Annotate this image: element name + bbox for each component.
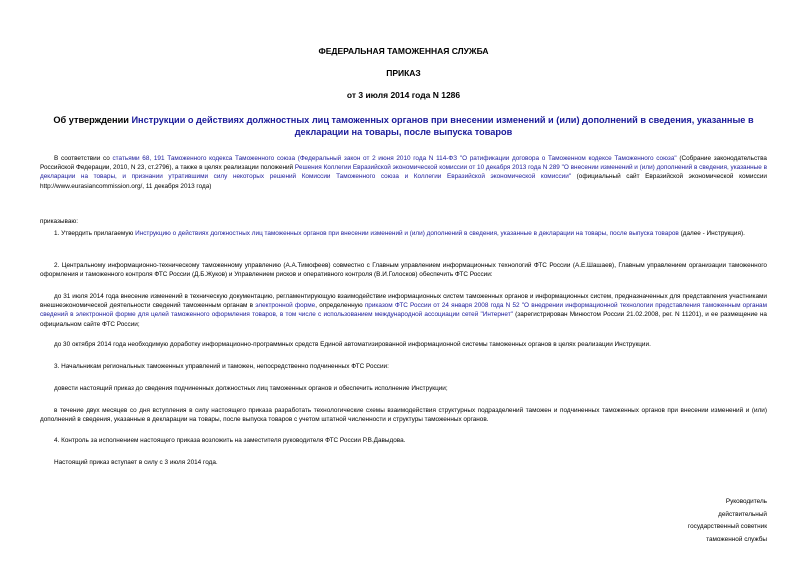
p1-text-2: (далее - Инструкция).: [678, 230, 745, 237]
signature-line-2: действительный: [718, 510, 767, 518]
preamble-paragraph: [40, 154, 767, 191]
paragraph-1: [40, 229, 767, 238]
paragraph-5: 3. Начальникам региональных таможенных управлений и таможен, непосредственно подчиненных ФТС России:: [54, 363, 389, 370]
paragraph-4: до 30 октября 2014 года необходимую доработку информационно-программных средств Единой автоматизированной информационной системы таможенных органов в целях реализации Инструкции.: [54, 341, 651, 348]
fts-order-52-link[interactable]: приказом ФТС России от 24 января 2008 года N 52 "О внедрении информационной технологии представления таможенным органам сведений в электронной форме для целей таможенного оформления товаров, в том числе с использованием международной ассоциации сетей "Интернет": [40, 302, 767, 319]
electronic-form-link[interactable]: электронной форме: [255, 302, 316, 310]
instruction-link[interactable]: Инструкцию о действиях должностных лиц таможенных органов при внесении изменений и (или) дополнений в сведения, указанные в декларации на товары, после выпуска товаров: [135, 230, 679, 237]
paragraph-7: в течение двух месяцев со дня вступления в силу настоящего приказа разработать технологические схемы взаимодействия структурных подразделений таможен и подчиненных таможенных органов при внесении изменений и (или) дополнений в сведения, указанные в декларации на товары, после выпуска товаров с учетом штатной численности и структуры таможенных органов.: [40, 407, 767, 424]
p3-text-3: (зарегистрирован Минюстом России 21.02.2008, рег. N 11201), и ее размещение на официальном сайте ФТС России;: [40, 311, 767, 328]
signature-line-3: государственный советник: [687, 523, 767, 530]
paragraph-9: Настоящий приказ вступает в силу с 3 июля 2014 года.: [54, 459, 218, 466]
preamble-text-2: (Собрание законодательства Российской Федерации, 2010, N 23, ст.2796), а также в целях реализации положений: [40, 155, 767, 172]
signature-line-1: Руководитель: [725, 498, 767, 505]
paragraph-3: [40, 292, 767, 329]
p1-text-1: 1. Утвердить прилагаемую: [54, 230, 136, 237]
customs-code-link[interactable]: статьями 68, 191 Таможенного кодекса Таможенного союза (Федеральный закон от 2 июня 2010 года N 114-ФЗ "О ратификации договора о Таможенном кодексе Таможенного союза": [112, 155, 677, 162]
paragraph-6: довести настоящий приказ до сведения подчиненных должностных лиц таможенных органов и обеспечить исполнение Инструкции;: [54, 385, 448, 392]
date-number-heading: от 3 июля 2014 года N 1286: [346, 90, 461, 100]
agency-heading: ФЕДЕРАЛЬНАЯ ТАМОЖЕННАЯ СЛУЖБА: [318, 46, 489, 56]
title-prefix: Об утверждении: [53, 115, 132, 125]
preamble-text-3: (официальный сайт Евразийской экономической комиссии http://www.eurasiancommission.org/, 11 декабря 2013 года): [40, 173, 767, 190]
title-instruction-link[interactable]: Инструкции о действиях должностных лиц таможенных органов при внесении изменений и (или) дополнений в сведения, указанные в декларации на товары, после выпуска товаров: [131, 115, 754, 137]
document-title: [40, 115, 767, 138]
signature-block: [688, 496, 767, 546]
preamble-text-1: В соответствии со: [54, 155, 113, 162]
p3-text-1: до 31 июля 2014 года внесение изменений в техническую документацию, регламентирующую взаимодействие информационных систем таможенных органов и информационных систем, предназначенных для представления участниками внешнеэкономической деятельности сведений таможенным органам в: [40, 293, 767, 310]
p3-text-2: , определенную: [315, 302, 365, 310]
eec-decision-link[interactable]: Решения Коллегии Евразийской экономической комиссии от 10 декабря 2013 года N 289 "О внесении изменений и (или) дополнений в сведения, указанные в декларации на товары, и признании утратившими силу некоторых решений Комиссии Таможенного союза и Коллегии Евразийской экономической комиссии": [40, 164, 767, 181]
signature-line-4: таможенной службы: [706, 535, 767, 543]
paragraph-8: 4. Контроль за исполнением настоящего приказа возложить на заместителя руководителя ФТС России Р.В.Давыдова.: [54, 437, 406, 444]
paragraph-2: 2. Центральному информационно-техническому таможенному управлению (А.А.Тимофеев) совместно с Главным управлением информационных технологий ФТС России (А.Е.Шашаев), Главным управлением организации таможенного оформления и таможенного контроля ФТС России (Д.Б.Жуков) и Управлением рисков и оперативного контроля (В.И.Голосков) обеспечить ФТС России:: [40, 262, 767, 279]
doc-type-heading: ПРИКАЗ: [386, 68, 421, 78]
orders-label: приказываю:: [40, 218, 78, 225]
